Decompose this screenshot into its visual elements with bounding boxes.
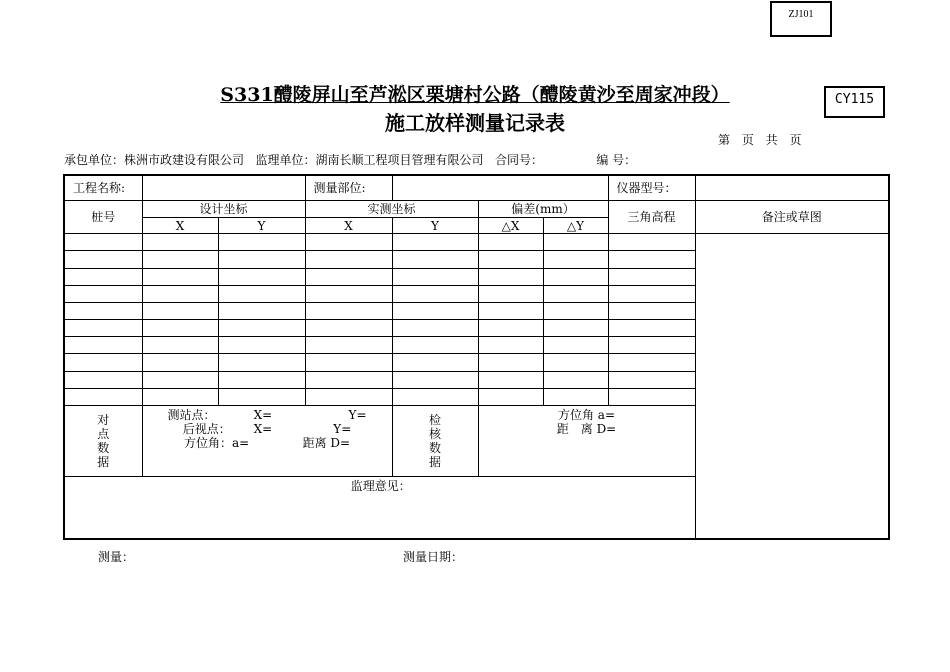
surveyor-label: 测量： xyxy=(98,550,135,564)
backsight-x: X= xyxy=(253,422,273,436)
backsight-point-label: 后视点： xyxy=(182,422,231,436)
station-point-label: 测站点： xyxy=(167,408,216,422)
survey-date-label: 测量日期： xyxy=(403,550,464,564)
remarks-header: 备注或草图 xyxy=(695,200,889,233)
dx-header: △X xyxy=(478,217,543,233)
check-point-label-cell xyxy=(64,406,142,477)
azimuth-left: 方位角：a= xyxy=(183,436,250,450)
stake-no-header: 桩号 xyxy=(64,200,142,233)
backsight-y: Y= xyxy=(333,422,352,436)
title-line1 xyxy=(0,80,950,107)
check-data-label: 检核数据 xyxy=(429,412,442,469)
azimuth-right: 方位角 a= xyxy=(557,408,616,422)
project-name-value xyxy=(142,175,305,200)
station-x: X= xyxy=(253,408,273,422)
distance-right: 距 离 D= xyxy=(556,422,617,436)
station-y: Y= xyxy=(348,408,367,422)
check-data-values xyxy=(478,406,695,477)
design-x-header: X xyxy=(142,217,218,233)
title-line2: 施工放样测量记录表 xyxy=(385,111,565,135)
design-coord-header: 设计坐标 xyxy=(142,200,305,217)
project-name-label: 工程名称: xyxy=(64,175,142,200)
instrument-value xyxy=(695,175,889,200)
measured-x-header: X xyxy=(305,217,392,233)
supervision-opinion-cell xyxy=(64,476,695,539)
dy-header: △Y xyxy=(543,217,608,233)
check-point-data xyxy=(142,406,392,477)
serial-no: 编 号： xyxy=(596,153,637,167)
design-y-header: Y xyxy=(218,217,305,233)
distance-left: 距离 D= xyxy=(302,436,351,450)
contractor: 承包单位：株洲市政建设有限公司 xyxy=(64,153,245,167)
title-line1-text: S331醴陵屏山至芦淞区栗塘村公路（醴陵黄沙至周家冲段） xyxy=(220,84,730,106)
check-data-label-cell xyxy=(392,406,478,477)
deviation-header: 偏差(mm） xyxy=(478,200,608,217)
survey-part-label: 测量部位: xyxy=(305,175,392,200)
measured-coord-header: 实测坐标 xyxy=(305,200,478,217)
form-code-box: ZJ101 xyxy=(770,1,832,37)
form-number-box: CY115 xyxy=(824,86,885,118)
survey-record-table xyxy=(63,174,890,540)
survey-part-value xyxy=(392,175,608,200)
triangle-elev-header: 三角高程 xyxy=(608,200,695,233)
measured-y-header: Y xyxy=(392,217,478,233)
instrument-label: 仪器型号： xyxy=(608,175,695,200)
supervisor: 监理单位：湖南长顺工程项目管理有限公司 xyxy=(255,153,484,167)
remarks-sketch-area xyxy=(695,234,889,539)
page-info: 第 页 共 页 xyxy=(718,133,802,147)
check-point-label: 对点数据 xyxy=(97,412,110,469)
header-info-line xyxy=(64,151,636,168)
supervision-opinion-label: 监理意见： xyxy=(350,478,411,493)
contract-no: 合同号： xyxy=(494,153,543,167)
table-row xyxy=(64,234,889,251)
